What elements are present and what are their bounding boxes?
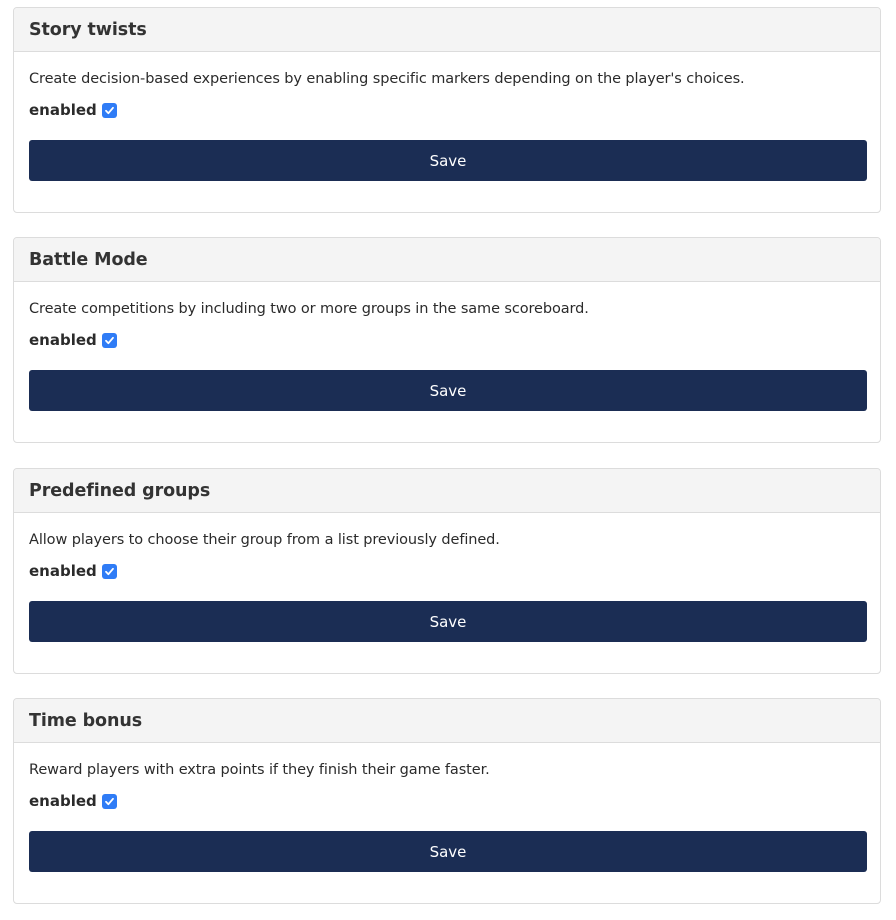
card-body	[14, 743, 880, 872]
card-header	[14, 469, 880, 513]
enabled-field	[29, 560, 865, 582]
save-button[interactable]: Save	[29, 370, 867, 411]
card-title: Time bonus	[29, 710, 143, 731]
save-button[interactable]: Save	[29, 601, 867, 642]
enabled-checkbox[interactable]	[102, 564, 117, 579]
save-button[interactable]: Save	[29, 831, 867, 872]
save-button[interactable]: Save	[29, 140, 867, 181]
time-bonus-card	[13, 698, 881, 904]
enabled-field	[29, 329, 865, 351]
card-title: Predefined groups	[29, 480, 211, 501]
checkmark-icon	[104, 335, 115, 346]
checkmark-icon	[104, 796, 115, 807]
enabled-label: enabled	[29, 331, 97, 349]
card-description: Create competitions by including two or more groups in the same scoreboard.	[29, 301, 589, 317]
card-header	[14, 699, 880, 743]
card-title: Story twists	[29, 19, 147, 40]
checkmark-icon	[104, 566, 115, 577]
card-body	[14, 52, 880, 181]
card-title: Battle Mode	[29, 249, 148, 270]
story-twists-card	[13, 7, 881, 213]
enabled-label: enabled	[29, 101, 97, 119]
card-header	[14, 8, 880, 52]
enabled-checkbox[interactable]	[102, 794, 117, 809]
card-body	[14, 513, 880, 642]
card-description: Allow players to choose their group from a list previously defined.	[29, 532, 500, 548]
card-header	[14, 238, 880, 282]
checkmark-icon	[104, 105, 115, 116]
enabled-field	[29, 99, 865, 121]
card-body	[14, 282, 880, 411]
card-description: Reward players with extra points if they finish their game faster.	[29, 762, 490, 778]
enabled-label: enabled	[29, 562, 97, 580]
battle-mode-card	[13, 237, 881, 443]
predefined-groups-card	[13, 468, 881, 674]
enabled-checkbox[interactable]	[102, 103, 117, 118]
enabled-label: enabled	[29, 792, 97, 810]
enabled-checkbox[interactable]	[102, 333, 117, 348]
enabled-field	[29, 790, 865, 812]
card-description: Create decision-based experiences by enabling specific markers depending on the player's choices.	[29, 71, 745, 87]
